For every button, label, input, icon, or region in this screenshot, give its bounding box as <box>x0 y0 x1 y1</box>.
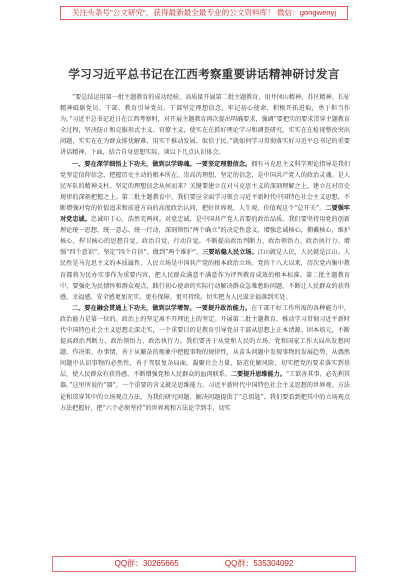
footer-contact <box>52 556 356 572</box>
section-1-heading: 一、要在深学细悟上下功夫，做到以学铸魂。一要坚定理想信念。 <box>72 160 252 168</box>
footer-bar <box>0 554 408 580</box>
top-banner <box>0 0 408 40</box>
section-1-subheading-2: 二要强牢对党忠诚。 <box>60 204 351 224</box>
section-2-subheading-2: 二要提升思维能力。 <box>230 371 286 379</box>
section-1-subheading-3: 三要站稳人民立场。 <box>202 249 258 257</box>
promo-banner-text[interactable]: 关注头条号"公文研究"，获得最新最全最专业的公文资料库！ 微信：gongwenyj <box>60 6 348 20</box>
intro-paragraph: “要总结运用第一批主题教育的成功经验，高质量开展第二批主题教育，用井冈山精神、苏区精神、长征精神砥砺党员、干部，教育引导党员、干部坚定理想信念，牢记初心使命，积极开拓进取，勇于担当作为。”习近平总书记近日在江西考察时，对开展主题教育再次提出明确要求，强调“要把实的要求贯穿主题教育全过程，坚决防止和克服形式主义、官僚主义，使实在在抓好理论学习和调查研究，实实在在检视整改突出问题，实实在在为群众排忧解难，用实干推动发展、取信于民。”就如何学习贯彻落实好习近平总书记的重要讲话精神，下面，结合自身思想实际，谈以下几点认识体会。 <box>60 94 350 157</box>
qq-group-2[interactable]: QQ群：535304092 <box>224 559 294 568</box>
document-title: 学习习近平总书记在江西考察重要讲话精神研讨发言 <box>68 67 340 81</box>
section-2-heading: 二、要在融会贯通上下功夫，做到以学增智。一要提升政治能力。 <box>72 304 252 312</box>
qq-group-1[interactable]: QQ群：30265665 <box>114 559 179 568</box>
section-1-paragraph: 一、要在深学细悟上下功夫，做到以学铸魂。一要坚定理想信念。拥有马克思主义科学理论指导是我们党坚定信仰信念、把握历史主动的根本所在。崇高的理想，坚定的信念，是中国共产党人的政治灵魂。是人民军队的精神支柱。坚定的理想信念从何而来？关键要建立在对马克思主义的深刻理解之上，建立在对历史规律的深刻把握之上。第二批主题教育中，我们要应全面学习领会习近平新时代中国特色社会主义思想，不断增强对党的价值追求和前进方向的高度政治认同，把好世界观、人生观、价值观这个“总开关”。二要强牢对党忠诚。忠诚印于心，浩然充两间。对党忠诚，是中国共产党人首要的政治品质。我们要坚持用党的创新理论统一思想、统一意志、统一行动，深刻领悟“两个确立”的决定性意义，增强忠诚核心，拥戴核心，维护核心，捍卫核心的思想自觉、政治自觉、行动自觉。不断提高政治判断力、政治领悟力、政治执行力。增强“四个意识”、坚定“四个自信”、做到“两个维护”。三要站稳人民立场。江山就是人民，人民就是江山。人民性是马克思主义的本质属性，人民立场是中国共产党的根本政治立场。党的十八大以来，历次党内集中教育都将为民办实事作为重要内容，把人民群众满意不满意作为评判教育成效的根本标准。第二批主题教育中，要强化为民情怀和群众观点，践行初心使命的实际行动解决群众急难愁盼问题，不断让人民群众的获得感、幸福感、安全感更加充实、更有保障、更可持续。切实把为人民谋幸福落到实处。 <box>60 160 351 301</box>
document-body <box>60 92 350 414</box>
section-2-paragraph: 二、要在融会贯通上下功夫，做到以学增智。一要提升政治能力。在干部干好工作所需的各种能力中，政治能力是第一位的。政治上的坚定离不开理论上的坚定。开展第二批主题教育，推动学习贯彻习近平新时代中国特色社会主义思想走深走实，一个重要目的是教育引导党员干部从思想上正本清源、固本培元，不断提高政治判断力、政治领悟力、政治执行力。我们要善于从党和人民的立场、党和国家工作大局出发想问题、作决策、办事情，善于从繁杂的现象中把握事物的规律性，从苗头问题中发现事物的发展趋势，从偶然问题中认识事物的必然性，善于驾驭复杂局面，凝聚社会力量，防范化解风险，切实把党的要求落实到基层，使人民群众有获得感，不断增强党和人民群众的血肉联系。二要提升思维能力。“工欲善其事，必先利其器。”这里所说的“器”，一个重要的含义就是思维能力。习近平新时代中国特色社会主义思想的世界观、方法论和贯穿其中的立场观点方法，为我们研究问题、解决问题提供了“总钥匙”。我们要看到把其中的立场观点方法把握好，把“六个必须坚持”的世界观和方法论学到手，切实 <box>60 304 351 412</box>
